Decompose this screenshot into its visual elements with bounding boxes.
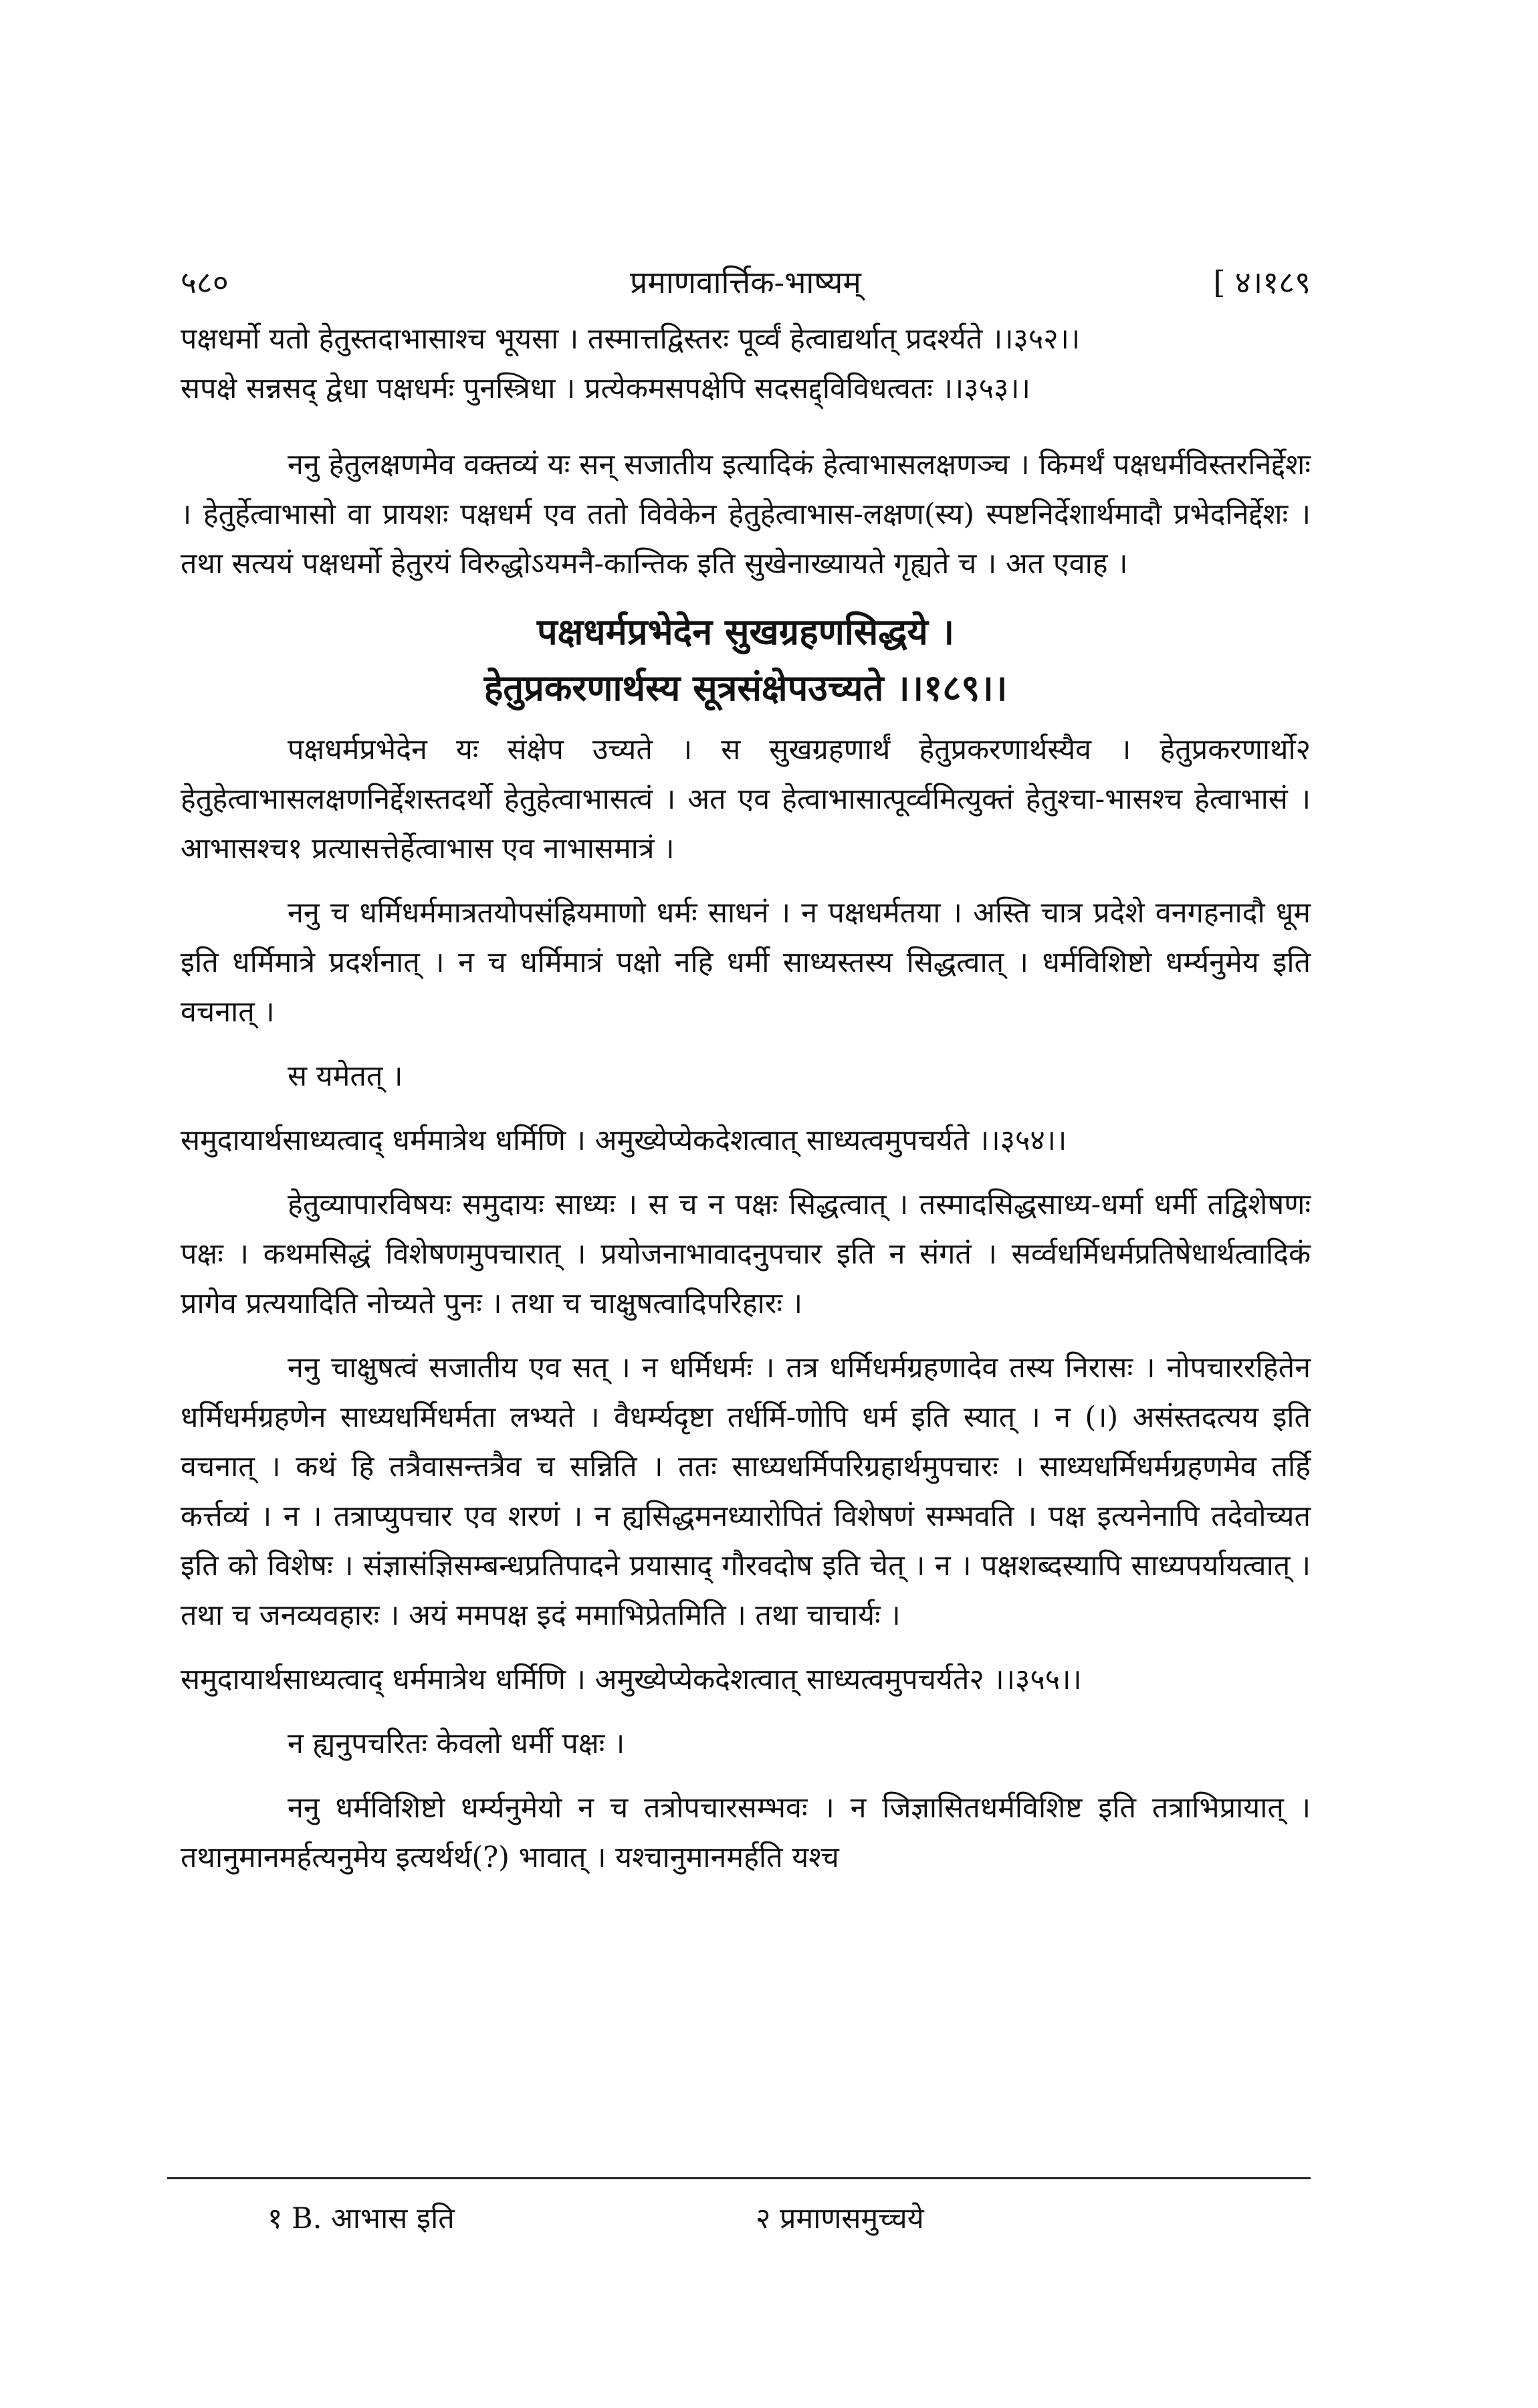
verse-189-line-2: हेतुप्रकरणार्थस्य सूत्रसंक्षेपउच्यते ।।१८९।। <box>483 666 1008 709</box>
paragraph-6: ननु चाक्षुषत्वं सजातीय एव सत् । न धर्मिधर्मः । तत्र धर्मिधर्मग्रहणादेव तस्य निरासः । नोपचाररहितेन धर्मिधर्मग्रहणेन साध्यधर्मिधर्मता लभ्यते । वैधर्म्यदृष्टा तर्धर्मि-णोपि धर्म इति स्यात् । न (।) असंस्तदत्यय इति वचनात् । कथं हि तत्रैवासन्तत्रैव च सन्निति । ततः साध्यधर्मिपरिग्रहार्थमुपचारः । साध्यधर्मिधर्मग्रहणमेव तर्हि कर्त्तव्यं । न । तत्राप्युपचार एव शरणं । न ह्यसिद्धमनध्यारोपितं विशेषणं सम्भवति । पक्ष इत्यनेनापि तदेवोच्यत इति को विशेषः । संज्ञासंज्ञिसम्बन्धप्रतिपादने प्रयासाद् गौरवदोष इति चेत् । न । पक्षशब्दस्यापि साध्यपर्यायत्वात् । तथा च जनव्यवहारः । अयं ममपक्ष इदं ममाभिप्रेतमिति । तथा चाचार्यः । <box>181 1351 1311 1632</box>
paragraph-1: ननु हेतुलक्षणमेव वक्तव्यं यः सन् सजातीय इत्यादिकं हेत्वाभासलक्षणञ्च । किमर्थं पक्षधर्मविस्तरनिर्द्देशः । हेतुर्हेत्वाभासो वा प्रायशः पक्षधर्म एव ततो विवेकेन हेतुहेत्वाभास-लक्षण(स्य) स्पष्टनिर्देशार्थमादौ प्रभेदनिर्द्देशः । तथा सत्ययं पक्षधर्मो हेतुरयं विरुद्धोऽयमनै-कान्तिक इति सुखेनाख्यायते गृह्यते च । अत एवाह । <box>181 448 1311 581</box>
footnote-1: १ B. आभास इति <box>267 2202 455 2235</box>
running-title: प्रमाणवार्त्तिक-भाष्यम् <box>630 264 861 300</box>
paragraph-2: पक्षधर्मप्रभेदेन यः संक्षेप उच्यते । स सुखग्रहणार्थं हेतुप्रकरणार्थस्यैव । हेतुप्रकरणार्थो२ हेतुहेत्वाभासलक्षणनिर्द्देशस्तदर्थो हेतुहेत्वाभासत्वं । अत एव हेत्वाभासात्पूर्व्वमित्युक्तं हेतुश्चा-भासश्च हेत्वाभासं । आभासश्च१ प्रत्यासत्तेर्हेत्वाभास एव नाभासमात्रं । <box>181 733 1311 866</box>
paragraph-3: ननु च धर्मिधर्ममात्रतयोपसंह्रियमाणो धर्मः साधनं । न पक्षधर्मतया । अस्ति चात्र प्रदेशे वनगहनादौ धूम इति धर्मिमात्रे प्रदर्शनात् । न च धर्मिमात्रं पक्षो नहि धर्मी साध्यस्तस्य सिद्धत्वात् । धर्मविशिष्टो धर्म्यनुमेय इति वचनात् । <box>181 896 1311 1029</box>
paragraph-8: ननु धर्मविशिष्टो धर्म्यनुमेयो न च तत्रोपचारसम्भवः । न जिज्ञासितधर्मविशिष्ट इति तत्राभिप्रायात् । तथानुमानमर्हत्यनुमेय इत्यर्थर्थ(?) भावात् । यश्चानुमानमर्हति यश्च <box>181 1791 1311 1874</box>
page-header <box>181 261 1311 301</box>
paragraph-4: स यमेतत् । <box>288 1060 403 1093</box>
verse-189-line-1: पक्षधर्मप्रभेदेन सुखग्रहणसिद्धये । <box>536 610 955 653</box>
verse-189 <box>181 603 1311 716</box>
verse-355: समुदायार्थसाध्यत्वाद् धर्ममात्रेथ धर्मिणि । अमुख्येप्येकदेशत्वात् साध्यत्वमुपचर्यते२ ।।३५५।। <box>181 1663 1082 1696</box>
footnote-separator <box>167 2177 1311 2179</box>
verse-354: समुदायार्थसाध्यत्वाद् धर्ममात्रेथ धर्मिणि । अमुख्येप्येकदेशत्वात् साध्यत्वमुपचर्यते ।।३५४।। <box>181 1124 1067 1157</box>
paragraph-7: न ह्यनुपचरितः केवलो धर्मी पक्षः । <box>288 1727 625 1761</box>
verse-353: सपक्षे सन्नसद् द्वेधा पक्षधर्मः पुनस्त्रिधा । प्रत्येकमसपक्षेपि सदसद्द्विविधत्वतः ।।३५३।। <box>181 372 1030 405</box>
verse-reference: [ ४।१८९ <box>1213 264 1311 300</box>
footnote-2: २ प्रमाणसमुच्चये <box>756 2202 924 2235</box>
page-body <box>181 314 1311 1882</box>
page-number: ५८० <box>181 264 229 300</box>
paragraph-5: हेतुव्यापारविषयः समुदायः साध्यः । स च न पक्षः सिद्धत्वात् । तस्मादसिद्धसाध्य-धर्मा धर्मी तद्विशेषणः पक्षः । कथमसिद्धं विशेषणमुपचारात् । प्रयोजनाभावादनुपचार इति न संगतं । सर्व्वधर्मिधर्मप्रतिषेधार्थत्वादिकं प्रागेव प्रत्ययादिति नोच्यते पुनः । तथा च चाक्षुषत्वादिपरिहारः । <box>181 1188 1311 1320</box>
verse-352: पक्षधर्मो यतो हेतुस्तदाभासाश्च भूयसा । तस्मात्तद्विस्तरः पूर्व्वं हेत्वाद्यर्थात् प्रदर्श्यते ।।३५२।। <box>181 322 1081 356</box>
